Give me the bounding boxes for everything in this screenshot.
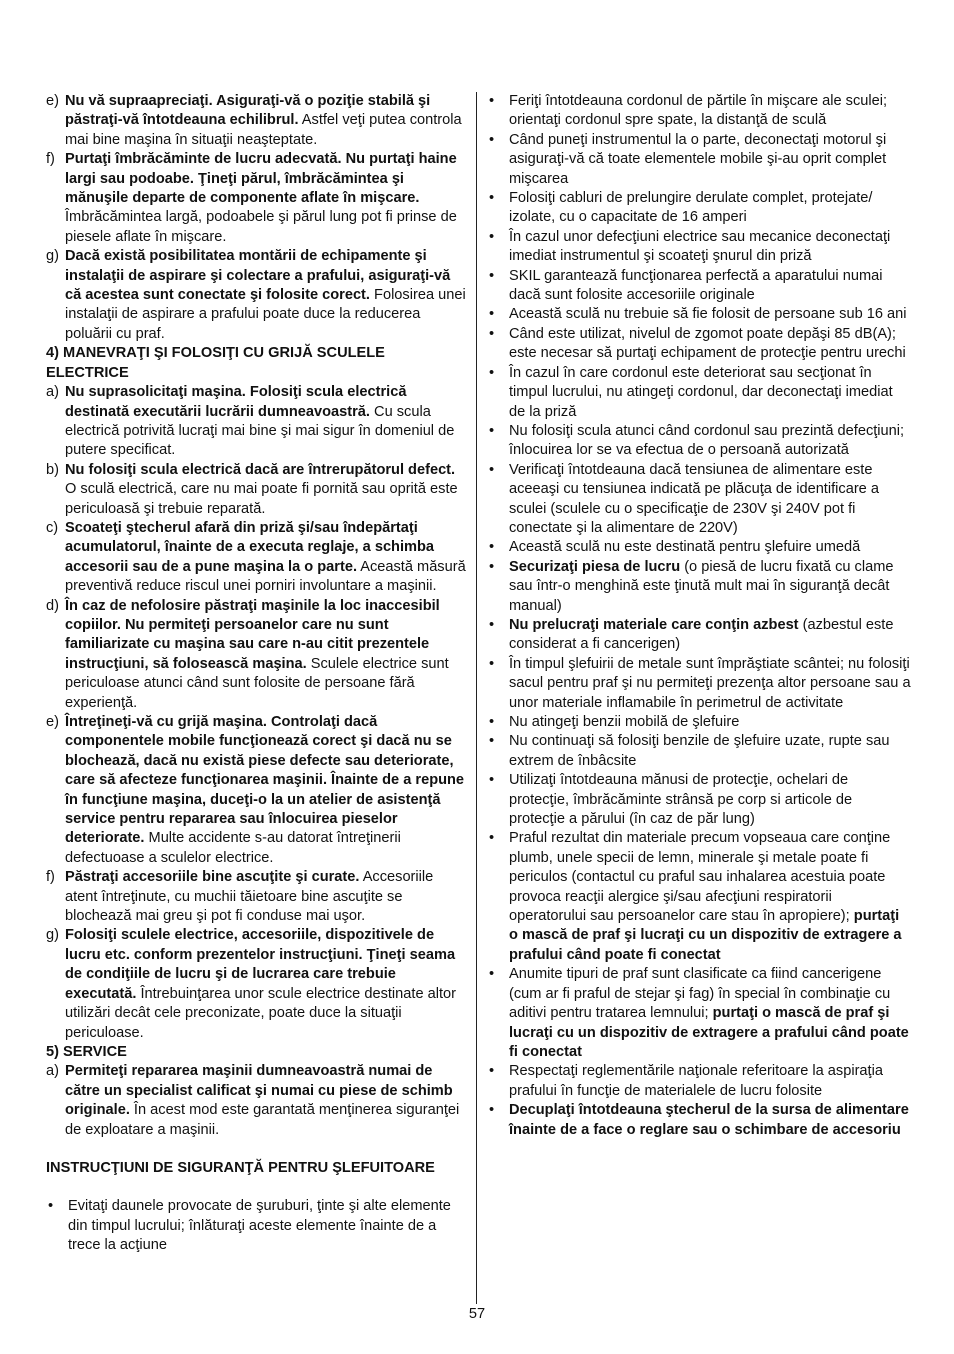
rule-f-clothing: f) Purtaţi îmbrăcăminte de lucru adecvată. Nu purtaţi haine largi sau podoabe. Ţineţi părul, îmbrăcămintea şi mănuşile departe de componente aflate în mişcare. Îmbrăcămintea largă, podoabele şi părul lung pot fi prinse de piesele aflate în mişcare.	[46, 151, 457, 245]
rule-text: Accesoriile atent întreţinute, cu muchii tăietoare bine ascuţite se blochează mai greu şi pot fi conduse mai uşor.	[65, 869, 434, 925]
rule-bold: În caz de nefolosire păstraţi maşinile la loc inaccesibil copiilor. Nu permiteţi persoanelor care nu sunt familiarizate cu maşina sau care n-au citit prezentele instrucţiuni, să folosească maşina.	[65, 597, 440, 672]
rule-text: Această măsură preventivă reduce riscul unei porniri involuntare a maşinii.	[65, 558, 466, 595]
rule-g-dust-extraction: g) Dacă există posibilitatea montării de echipamente şi instalaţii de aspirare şi colectare a prafului, asiguraţi-vă că acestea sunt conectate şi folosite corect. Folosirea unei instalaţii de aspirare a prafului poate duce la reducerea poluării cu praf.	[46, 248, 466, 342]
bullet-item: • Nu continuaţi să folosiţi benzile de şlefuire uzate, rupte sau extrem de înbâcsite	[489, 733, 890, 769]
rule-bold: Păstraţi accesoriile bine ascuţite şi curate.	[65, 869, 360, 886]
rule-a-service: a) Permiteţi repararea maşinii dumneavoastră numai de către un specialist calificat şi numai cu piese de schimb originale. În acest mod este garantată menţinerea siguranţei de exploatare a maşinii.	[46, 1063, 460, 1138]
rule-bold: Folosiţi sculele electrice, accesoriile, dispozitivele de lucru etc. conform prezentelor instrucţiuni. Ţineţi seama de condiţiile de lucru şi de lucrarea care trebuie executată.	[65, 927, 456, 1002]
bullet-item: • Verificaţi întotdeauna dacă tensiunea de alimentare este aceeaşi cu tensiunea indicată pe plăcuţa de identificare a sculei (sculele cu o specificaţie de 230V şi 240V pot fi conectate şi la alimentare de 220V)	[489, 461, 879, 536]
rule-bold: Nu suprasolicitaţi maşina. Folosiţi scula electrică destinată executării lucrării dumneavoastră.	[65, 384, 407, 420]
bullet-item: • Securizaţi piesa de lucru (o piesă de lucru fixată cu clame sau într-o menghină este ţinută mult mai în siguranţă decât manual)	[489, 558, 894, 614]
rule-text: O sculă electrică, care nu mai poate fi pornită sau oprită este periculoasă şi trebuie reparată.	[65, 481, 458, 517]
rule-text: Astfel veţi putea controla mai bine maşina în situaţii neaşteptate.	[65, 112, 462, 148]
rule-text: În acest mod este garantată menţinerea siguranţei de exploatare a maşinii.	[65, 1102, 460, 1138]
bullet-item: • Nu prelucraţi materiale care conţin azbest (azbestul este considerat a fi cancerigen)	[489, 616, 894, 653]
rule-bold: Întreţineţi-vă cu grijă maşina. Controlaţi dacă componentele mobile funcţionează corect şi dacă nu se blochează, dacă nu există piese defecte sau deteriorate, care să afecteze funcţionarea maşinii. Înainte de a repune în funcţiune maşina, duceţi-o la un atelier de asistenţă service pentru repararea sau înlocuirea pieselor deteriorate.	[65, 714, 465, 847]
rule-c-unplug: c) Scoateţi ştecherul afară din priză şi/sau îndepărtaţi acumulatorul, înainte de a executa reglaje, a schimba accesorii sau de a pune maşina la o parte. Această măsură preventivă reduce riscul unei porniri involuntare a maşinii.	[46, 519, 466, 595]
rule-bold: Nu vă supraapreciaţi. Asiguraţi-vă o poziţie stabilă şi păstraţi-vă întotdeauna echilibrul.	[65, 93, 431, 129]
rule-text: Întrebuinţarea unor scule electrice destinate altor utilizări decât cele preconizate, poate duce la situaţii periculoase.	[65, 985, 457, 1041]
bullet-item: • Această sculă nu trebuie să fie folosit de persoane sub 16 ani	[489, 306, 907, 323]
bullet-item: • În cazul în care cordonul este deteriorat sau secţionat în timpul lucrului, nu atingeţi cordonul, dar deconectaţi imediat de la priză	[489, 364, 893, 420]
rule-f-accessories: f) Păstraţi accesoriile bine ascuţite şi curate. Accesoriile atent întreţinute, cu muchii tăietoare bine ascuţite se blochează mai greu şi pot fi conduse mai uşor.	[46, 869, 434, 925]
bullet-item: • Anumite tipuri de praf sunt clasificate ca fiind cancerigene (cum ar fi praful de stejar şi fag) în special în combinaţie cu aditivi pentru tratarea lemnului; purtaţi o mască de praf şi lucraţi cu un dispozitiv de extragere a prafului când poate fi conectat	[489, 966, 909, 1060]
section-4-heading: 4) MANEVRAŢI ŞI FOLOSIŢI CU GRIJĂ SCULELE ELECTRICE	[46, 345, 385, 381]
right-column	[487, 92, 911, 1140]
section-5-heading: 5) SERVICE	[46, 1043, 127, 1060]
bullet-item: • Evitaţi daunele provocate de şuruburi, ţinte şi alte elemente din timpul lucrului; înlăturaţi aceste elemente înainte de a trece la acţiune	[48, 1198, 451, 1254]
rule-bold: Scoateţi ştecherul afară din priză şi/sau îndepărtaţi acumulatorul, înainte de a executa reglaje, a schimba accesorii sau de a pune maşina la o parte.	[65, 519, 435, 575]
bullet-item: • Această sculă nu este destinată pentru şlefuire umedă	[489, 539, 861, 556]
rule-bold: Dacă există posibilitatea montării de echipamente şi instalaţii de aspirare şi colectare a prafului, asiguraţi-vă că acestea sunt conectate şi folosite corect.	[65, 248, 451, 304]
rule-text: Multe accidente s-au datorat întreţinerii defectuoase a sculelor electrice.	[65, 830, 401, 866]
rule-d-storage: d) În caz de nefolosire păstraţi maşinile la loc inaccesibil copiilor. Nu permiteţi persoanelor care nu sunt familiarizate cu maşina sau care n-au citit prezentele instrucţiuni, să folosească maşina. Sculele electrice sunt periculoase atunci când sunt folosite de persoane fără experienţă.	[46, 597, 449, 711]
rule-e-balance: e) Nu vă supraapreciaţi. Asiguraţi-vă o poziţie stabilă şi păstraţi-vă întotdeauna echilibrul. Astfel veţi putea controla mai bine maşina în situaţii neaşteptate.	[46, 93, 462, 148]
rule-e-maintenance: e) Întreţineţi-vă cu grijă maşina. Controlaţi dacă componentele mobile funcţionează corect şi dacă nu se blochează, dacă nu există piese defecte sau deteriorate, care să afecteze funcţionarea maşinii. Înainte de a repune în funcţiune maşina, duceţi-o la un atelier de asistenţă service pentru repararea sau înlocuirea pieselor deteriorate. Multe accidente s-au datorat întreţinerii defectuoase a sculelor electrice.	[46, 714, 465, 866]
page-number: 57	[468, 1306, 486, 1322]
bullet-item: • Feriţi întotdeauna cordonul de părtile în mişcare ale sculei; orientaţi cordonul spre spate, la distanţă de sculă	[489, 93, 888, 129]
bullet-item: • Când este utilizat, nivelul de zgomot poate depăşi 85 dB(A); este necesar să purtaţi echipament de protecţie pentru urechi	[489, 325, 906, 362]
rule-a-overload: a) Nu suprasolicitaţi maşina. Folosiţi scula electrică destinată executării lucrării dumneavoastră. Cu scula electrică potrivită lucraţi mai bine şi mai sigur în domeniul de putere specificat.	[46, 384, 455, 459]
bullet-item: • Nu atingeţi benzii mobilă de şlefuire	[489, 714, 740, 730]
rule-text: Sculele electrice sunt periculoase atunci când sunt folosite de persoane fără experienţă.	[65, 655, 449, 711]
rule-text: Îmbrăcămintea largă, podoabele şi părul lung pot fi prinse de piesele aflate în mişcare.	[65, 209, 457, 245]
bullet-item: • Utilizaţi întotdeauna mănusi de protecţie, ochelari de protecţie, îmbrăcăminte strânsă pe corp si articole de protecţie a părului (în caz de păr lung)	[489, 772, 853, 828]
bullet-item: • Când puneţi instrumentul la o parte, deconectaţi motorul şi asiguraţi-vă că toate elementele mobile şi-au oprit complet mişcarea	[489, 131, 887, 187]
bullet-item: • Decuplaţi întotdeauna ştecherul de la sursa de alimentare înainte de a face o reglare sau o schimbare de accesoriu	[489, 1102, 909, 1138]
rule-bold: Nu folosiţi scula electrică dacă are întrerupătorul defect.	[65, 461, 456, 478]
left-column	[46, 92, 466, 1256]
rule-bold: Permiteţi repararea maşinii dumneavoastră numai de către un specialist calificat şi numai cu piese de schimb originale.	[65, 1063, 453, 1119]
bullet-item: • În timpul şlefuirii de metale sunt împrăştiate scântei; nu folosiţi sacul pentru praf şi nu permiteţi prezenţa altor persoane sau a unor materiale inflamabile în perimetrul de activitate	[489, 655, 911, 711]
bullet-item: • Praful rezultat din materiale precum vopseaua care conţine plumb, unele specii de lemn, minerale şi metale poate fi periculos (contactul cu praful sau inhalarea acestuia poate provoca reacţii alergice şi/sau afecţiuni respiratorii operatorului sau persoanelor care stau în apropiere); purtaţi o mască de praf şi lucraţi cu un dispozitiv de extragere a prafului când poate fi conectat	[489, 830, 902, 963]
rule-b-switch: b) Nu folosiţi scula electrică dacă are întrerupătorul defect. O sculă electrică, care nu mai poate fi pornită sau oprită este periculoasă şi trebuie reparată.	[46, 461, 458, 517]
bullet-item: • Folosiţi cabluri de prelungire derulate complet, protejate/ izolate, cu o capacitate de 16 amperi	[489, 190, 873, 226]
rule-bold: Purtaţi îmbrăcăminte de lucru adecvată. Nu purtaţi haine largi sau podoabe. Ţineţi părul, îmbrăcămintea şi mănuşile departe de componente aflate în mişcare.	[65, 151, 457, 207]
bullet-item: • SKIL garantează funcţionarea perfectă a aparatului numai dacă sunt folosite accesoriile originale	[489, 267, 883, 304]
column-divider	[476, 92, 477, 1304]
bullet-item: • Respectaţi reglementările naţionale referitoare la aspiraţia prafului în funcţie de materialele de lucru folosite	[489, 1063, 883, 1099]
rule-text: Cu scula electrică potrivită lucraţi mai bine şi mai sigur în domeniul de putere specificat.	[65, 403, 455, 459]
bullet-item: • În cazul unor defecţiuni electrice sau mecanice deconectaţi imediat instrumentul şi scoateţi şnurul din priză	[489, 228, 891, 265]
sander-safety-heading: INSTRUCŢIUNI DE SIGURANŢĂ PENTRU ŞLEFUITOARE	[46, 1159, 435, 1176]
rule-g-instructions: g) Folosiţi sculele electrice, accesoriile, dispozitivele de lucru etc. conform prezentelor instrucţiuni. Ţineţi seama de condiţiile de lucru şi de lucrarea care trebuie executată. Întrebuinţarea unor scule electrice destinate altor utilizări decât cele preconizate, poate duce la situaţii periculoase.	[46, 927, 457, 1041]
rule-text: Folosirea unei instalaţii de aspirare a prafului poate duce la reducerea poluării cu praf.	[65, 287, 466, 342]
bullet-item: • Nu folosiţi scula atunci când cordonul sau prezintă defecţiuni; înlocuirea lor se va efectua de o persoană autorizată	[489, 422, 905, 459]
